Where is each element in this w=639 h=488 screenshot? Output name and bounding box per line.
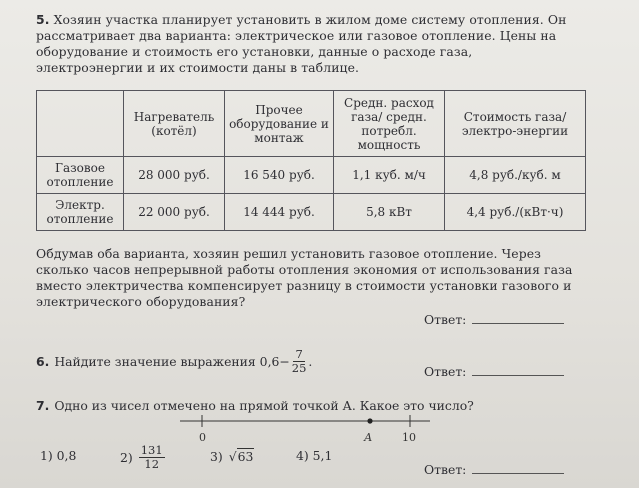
task5-question: Обдумав оба варианта, хозяин решил установить газовое отопление. Через сколько часов непрерывной работы отопления экономия от использования газа вместо электричества компенсирует разницу в стоимости установки газового и электрического оборудования? xyxy=(36,246,573,309)
table-header-cell: Стоимость газа/электро-энергии xyxy=(445,91,586,157)
table-header-cell: Средн. расход газа/ средн. потребл. мощность xyxy=(334,91,445,157)
table-header-cell xyxy=(37,91,124,157)
table-cell: 22 000 руб. xyxy=(124,194,225,231)
fraction-numerator: 131 xyxy=(140,443,163,457)
task6-tail: . xyxy=(308,354,313,369)
sqrt-icon: √ xyxy=(228,448,237,464)
option-3-radicand: 63 xyxy=(237,449,254,464)
option-2-fraction xyxy=(139,444,165,471)
task6-number: 6. xyxy=(36,354,50,369)
task7-answer xyxy=(424,462,564,477)
task7-question xyxy=(36,398,474,413)
axis-label-zero: 0 xyxy=(199,431,206,444)
option-4-text: 4) 5,1 xyxy=(296,448,333,463)
axis-label-a: А xyxy=(364,431,373,444)
table-cell: 4,8 руб./куб. м xyxy=(445,157,586,194)
fraction-denominator: 12 xyxy=(144,457,160,471)
option-2-label: 2) xyxy=(120,450,133,465)
option-3-label: 3) xyxy=(210,448,223,464)
fraction-denominator: 25 xyxy=(291,361,307,375)
table-row xyxy=(37,157,586,194)
task6-answer xyxy=(424,364,564,379)
option-2[interactable] xyxy=(120,444,167,471)
number-line xyxy=(180,413,440,447)
answer-label: Ответ: xyxy=(424,462,467,477)
task5-answer xyxy=(424,312,564,327)
answer-label: Ответ: xyxy=(424,364,467,379)
table-row xyxy=(37,194,586,231)
table-header-cell: Прочее оборудование и монтаж xyxy=(225,91,334,157)
option-4[interactable] xyxy=(296,448,332,463)
answer-label: Ответ: xyxy=(424,312,467,327)
table-header-cell: Нагреватель (котёл) xyxy=(124,91,225,157)
task7-number: 7. xyxy=(36,398,50,413)
point-a xyxy=(367,418,372,423)
table-cell: Газовое отопление xyxy=(37,157,124,194)
table-cell: 1,1 куб. м/ч xyxy=(334,157,445,194)
task6-answer-field[interactable] xyxy=(472,365,564,376)
axis-label-ten: 10 xyxy=(402,431,416,444)
task5-number: 5. xyxy=(36,12,50,27)
task5-intro-text: Хозяин участка планирует установить в жилом доме систему отопления. Он рассматривает два варианта: электрическое или газовое отопление. Цены на оборудование и стоимость его установки, данные о расходе газа, электроэнергии и их стоимости даны в таблице. xyxy=(36,12,567,75)
table-cell: 4,4 руб./(кВт·ч) xyxy=(445,194,586,231)
task7-answer-field[interactable] xyxy=(472,463,564,474)
table-cell: 16 540 руб. xyxy=(225,157,334,194)
task5-intro xyxy=(36,12,582,76)
table-cell: 28 000 руб. xyxy=(124,157,225,194)
table-cell: 14 444 руб. xyxy=(225,194,334,231)
table-cell: 5,8 кВт xyxy=(334,194,445,231)
table-header-row xyxy=(37,91,586,157)
option-1-text: 1) 0,8 xyxy=(40,448,77,463)
task6-text: Найдите значение выражения 0,6− xyxy=(54,354,290,369)
fraction-numerator: 7 xyxy=(295,347,303,361)
task7-text: Одно из чисел отмечено на прямой точкой А. Какое это число? xyxy=(54,398,474,413)
task6-fraction xyxy=(292,348,307,375)
heating-comparison-table xyxy=(36,90,586,231)
task5-answer-field[interactable] xyxy=(472,313,564,324)
option-1[interactable] xyxy=(40,448,76,463)
task6 xyxy=(36,348,312,375)
table-cell: Электр. отопление xyxy=(37,194,124,231)
option-3[interactable] xyxy=(210,448,254,464)
